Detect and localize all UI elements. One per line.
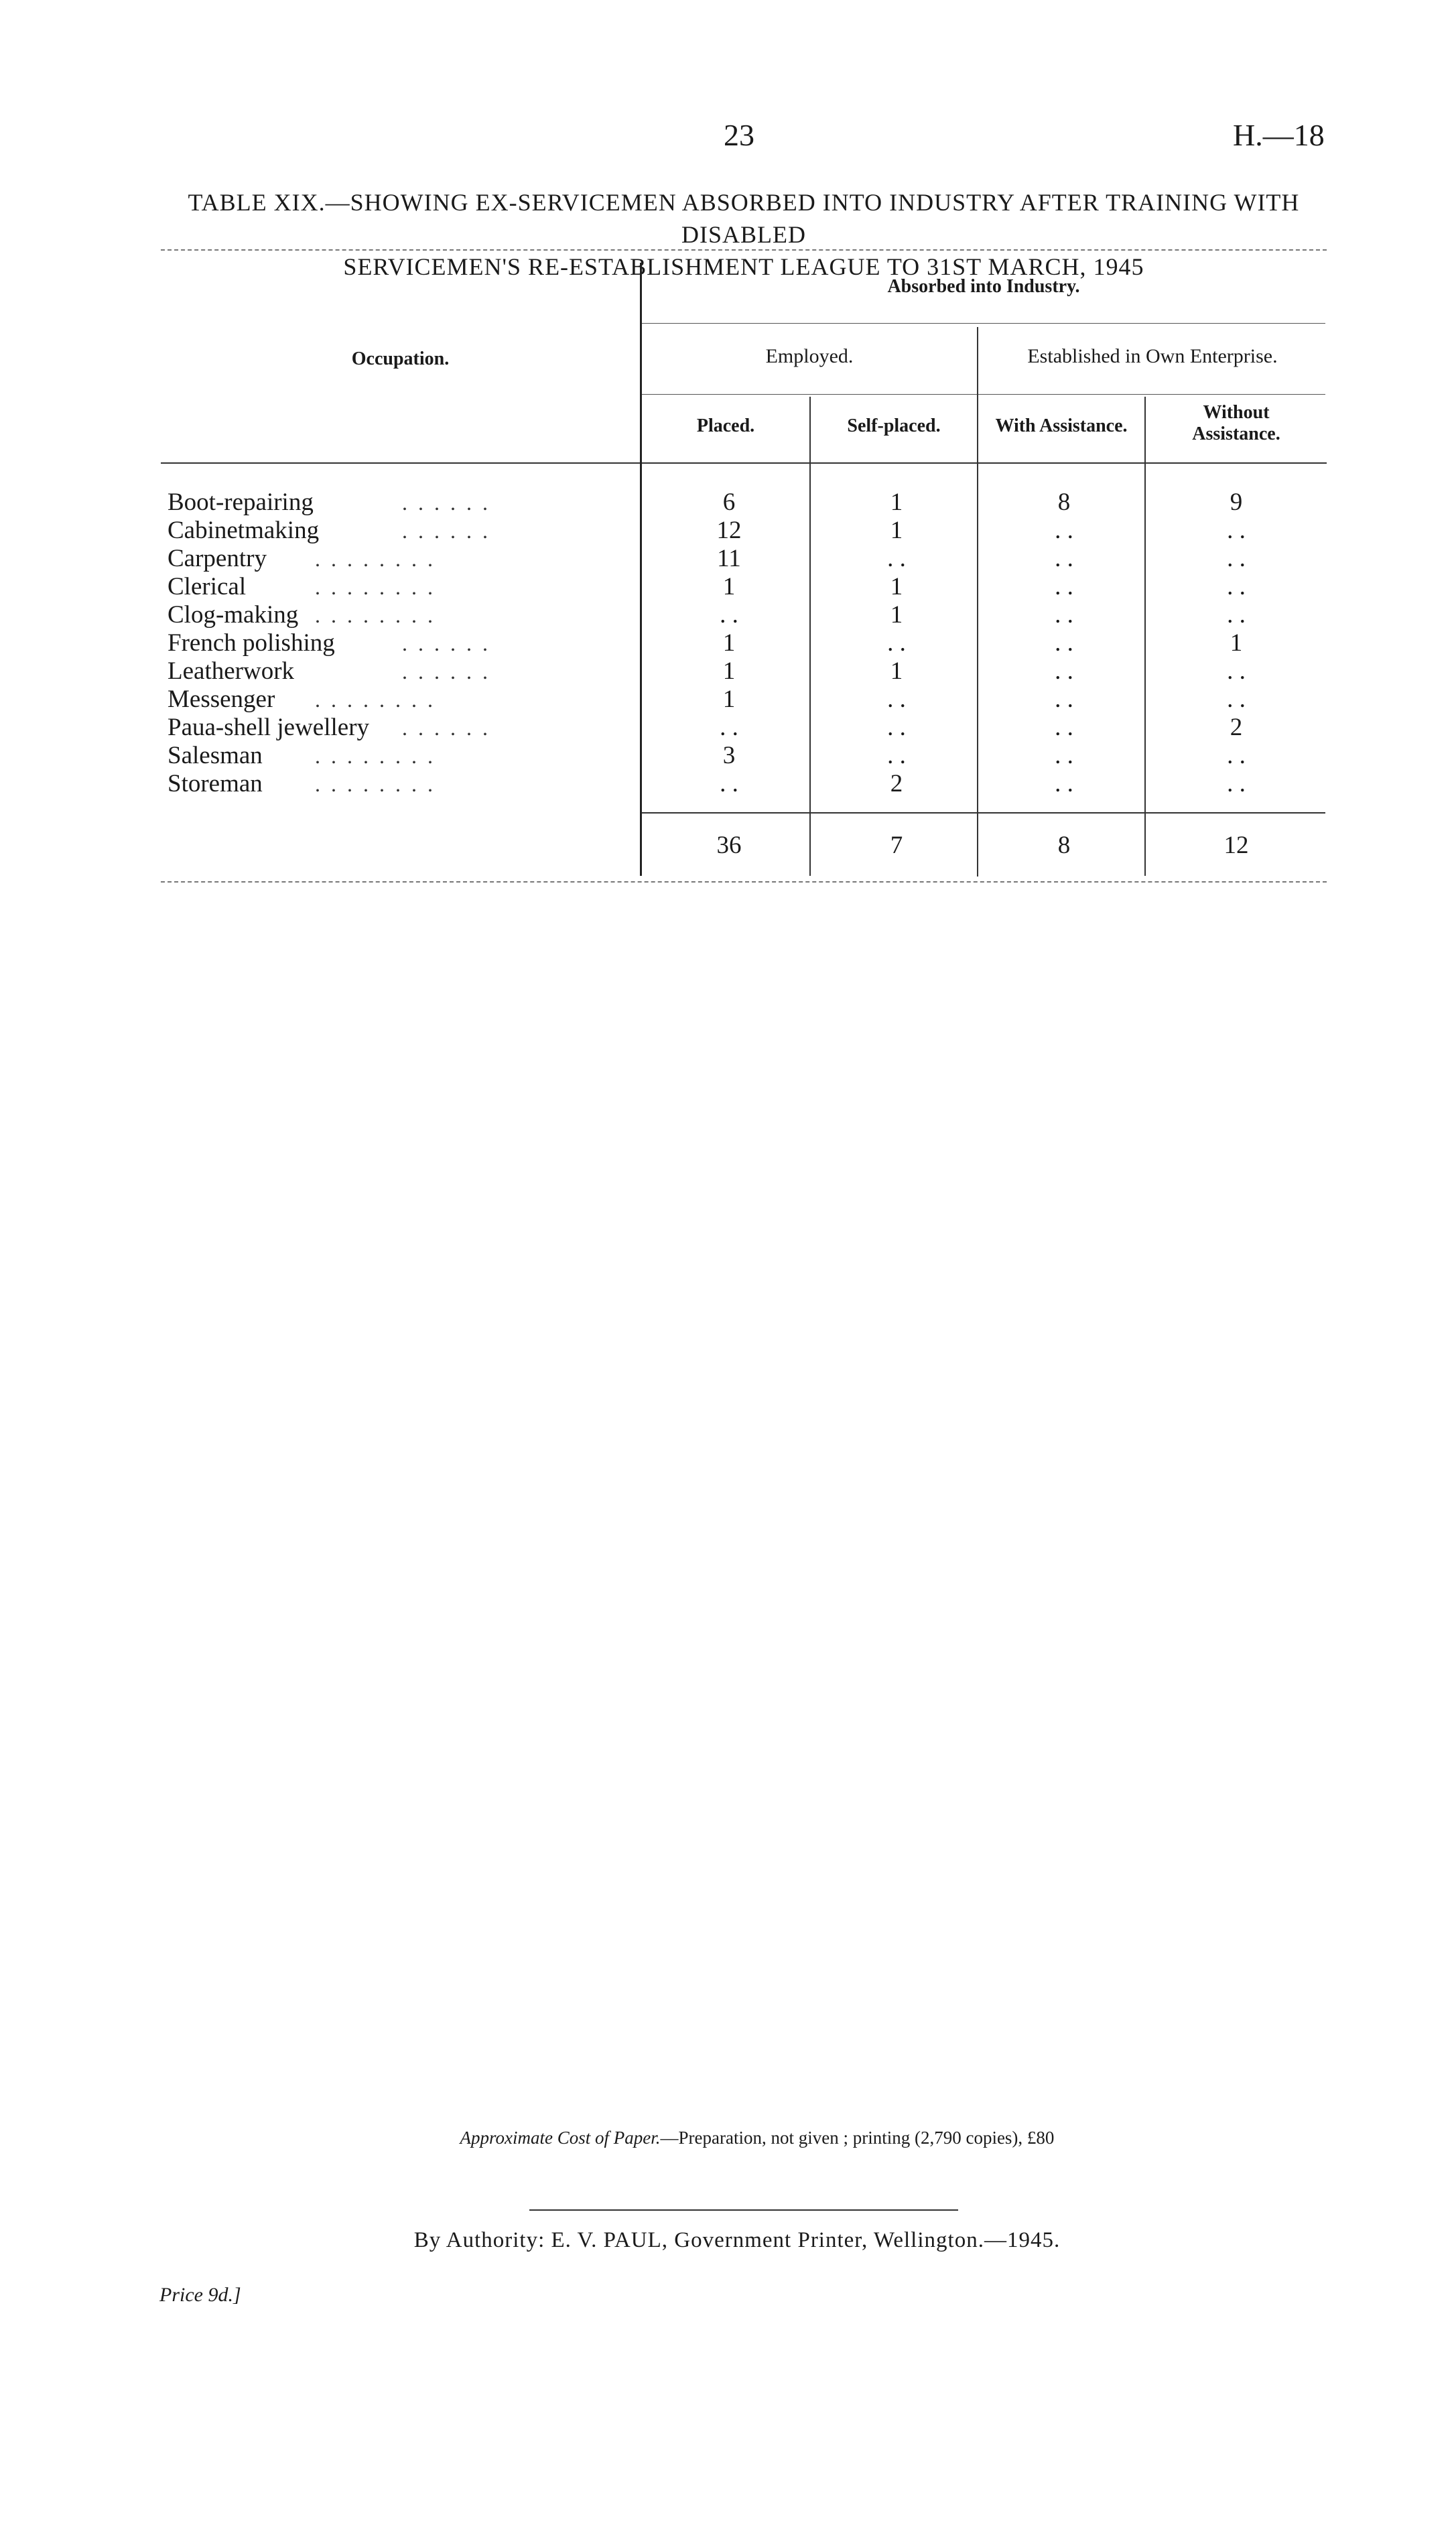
placed-cell: 11 [717, 545, 741, 572]
with-assistance-total: 8 [1057, 832, 1071, 859]
placed-header: Placed. [696, 415, 755, 436]
with-assistance-cell: . . [1055, 686, 1073, 713]
self-placed-cell: 1 [890, 573, 903, 600]
absorbed-into-industry-header: Absorbed into Industry. [887, 276, 1080, 297]
table-title-line-2: SERVICEMEN'S RE-ESTABLISHMENT LEAGUE TO 31ST MARCH, 1945 [343, 253, 1144, 280]
without-assistance-cell: 1 [1230, 629, 1243, 657]
with-assistance-column-divider [1144, 397, 1146, 876]
authority-rule [529, 2209, 958, 2211]
employed-column-divider [977, 327, 978, 877]
with-assistance-cell: . . [1055, 545, 1073, 572]
placed-cell: 1 [722, 686, 736, 713]
without-assistance-total: 12 [1223, 832, 1249, 859]
placed-cell: 1 [722, 629, 736, 657]
printer-authority-line: By Authority: E. V. PAUL, Government Printer, Wellington.—1945. [413, 2228, 1061, 2252]
dot-leader: . . . . . . . . [315, 772, 436, 796]
page-number: 23 [724, 118, 754, 152]
with-assistance-cell: . . [1055, 714, 1073, 741]
placed-cell: . . [720, 601, 738, 629]
with-assistance-cell: . . [1055, 742, 1073, 769]
without-assistance-cell: . . [1227, 657, 1246, 685]
without-assistance-cell: . . [1227, 686, 1246, 713]
self-placed-cell: . . [887, 686, 906, 713]
without-assistance-cell: 2 [1230, 714, 1243, 741]
cost-of-paper-note [402, 2128, 1112, 2148]
without-assistance-cell: 9 [1230, 489, 1243, 516]
placed-column-divider [809, 397, 811, 876]
without-assistance-cell: . . [1227, 517, 1246, 544]
dot-leader: . . . . . . [402, 631, 490, 655]
placed-cell: 3 [722, 742, 736, 769]
cost-label: Approximate Cost of Paper. [460, 2128, 661, 2148]
self-placed-cell: . . [887, 545, 906, 572]
occupation-cell: Paua-shell jewellery [168, 714, 370, 741]
with-assistance-cell: . . [1055, 573, 1073, 600]
subheader-rule [642, 394, 1325, 395]
occupation-cell: Clog-making [168, 601, 299, 629]
self-placed-cell: . . [887, 714, 906, 741]
occupation-cell: Clerical [168, 573, 247, 600]
occupation-cell: Leatherwork [168, 657, 295, 685]
totals-top-rule [642, 812, 1325, 814]
placed-cell: 1 [722, 657, 736, 685]
established-in-own-enterprise-header: Established in Own Enterprise. [1027, 345, 1278, 367]
self-placed-cell: 1 [890, 657, 903, 685]
with-assistance-cell: . . [1055, 517, 1073, 544]
dot-leader: . . . . . . . . [315, 547, 436, 571]
occupation-header: Occupation. [351, 348, 450, 369]
with-assistance-header: With Assistance. [995, 415, 1128, 436]
without-assistance-cell: . . [1227, 601, 1246, 629]
occupation-cell: Storeman [168, 770, 263, 797]
self-placed-header: Self-placed. [847, 415, 941, 436]
without-assistance-cell: . . [1227, 545, 1246, 572]
without-assistance-header-line-2: Assistance. [1192, 424, 1280, 444]
dot-leader: . . . . . . . . [315, 688, 436, 712]
self-placed-cell: 1 [890, 517, 903, 544]
with-assistance-cell: 8 [1057, 489, 1071, 516]
dot-leader: . . . . . . [402, 491, 490, 515]
dot-leader: . . . . . . [402, 716, 490, 740]
with-assistance-cell: . . [1055, 601, 1073, 629]
cost-text: —Preparation, not given ; printing (2,790 copies), £80 [660, 2128, 1055, 2148]
occupation-cell: Messenger [168, 686, 275, 713]
dot-leader: . . . . . . . . [315, 603, 436, 627]
self-placed-total: 7 [890, 832, 903, 859]
header-bottom-rule [161, 462, 1327, 464]
placed-cell: 1 [722, 573, 736, 600]
self-placed-cell: 1 [890, 601, 903, 629]
dot-leader: . . . . . . [402, 519, 490, 543]
dot-leader: . . . . . . . . [315, 575, 436, 599]
table-top-rule [161, 249, 1327, 251]
occupation-cell: Boot-repairing [168, 489, 314, 516]
occupation-cell: Carpentry [168, 545, 267, 572]
occupation-cell: Salesman [168, 742, 263, 769]
table-title [161, 186, 1327, 283]
self-placed-cell: 1 [890, 489, 903, 516]
with-assistance-cell: . . [1055, 629, 1073, 657]
placed-cell: . . [720, 770, 738, 797]
without-assistance-cell: . . [1227, 573, 1246, 600]
table-title-line-1: TABLE XIX.—SHOWING EX-SERVICEMEN ABSORBED INTO INDUSTRY AFTER TRAINING WITH DISABLED [188, 189, 1300, 248]
placed-cell: 6 [722, 489, 736, 516]
without-assistance-cell: . . [1227, 770, 1246, 797]
without-assistance-header [1146, 402, 1327, 445]
self-placed-cell: . . [887, 742, 906, 769]
self-placed-cell: 2 [890, 770, 903, 797]
with-assistance-cell: . . [1055, 657, 1073, 685]
self-placed-cell: . . [887, 629, 906, 657]
price-note: Price 9d.] [159, 2284, 241, 2306]
dot-leader: . . . . . . [402, 659, 490, 684]
placed-cell: . . [720, 714, 738, 741]
dot-leader: . . . . . . . . [315, 744, 436, 768]
document-reference: H.—18 [1233, 118, 1325, 152]
absorbed-rule [642, 323, 1325, 324]
without-assistance-cell: . . [1227, 742, 1246, 769]
placed-total: 36 [716, 832, 742, 859]
placed-cell: 12 [716, 517, 742, 544]
without-assistance-header-line-1: Without [1203, 402, 1270, 423]
occupation-cell: French polishing [168, 629, 335, 657]
occupation-cell: Cabinetmaking [168, 517, 320, 544]
with-assistance-cell: . . [1055, 770, 1073, 797]
table-bottom-rule [161, 881, 1327, 883]
employed-header: Employed. [765, 345, 854, 367]
